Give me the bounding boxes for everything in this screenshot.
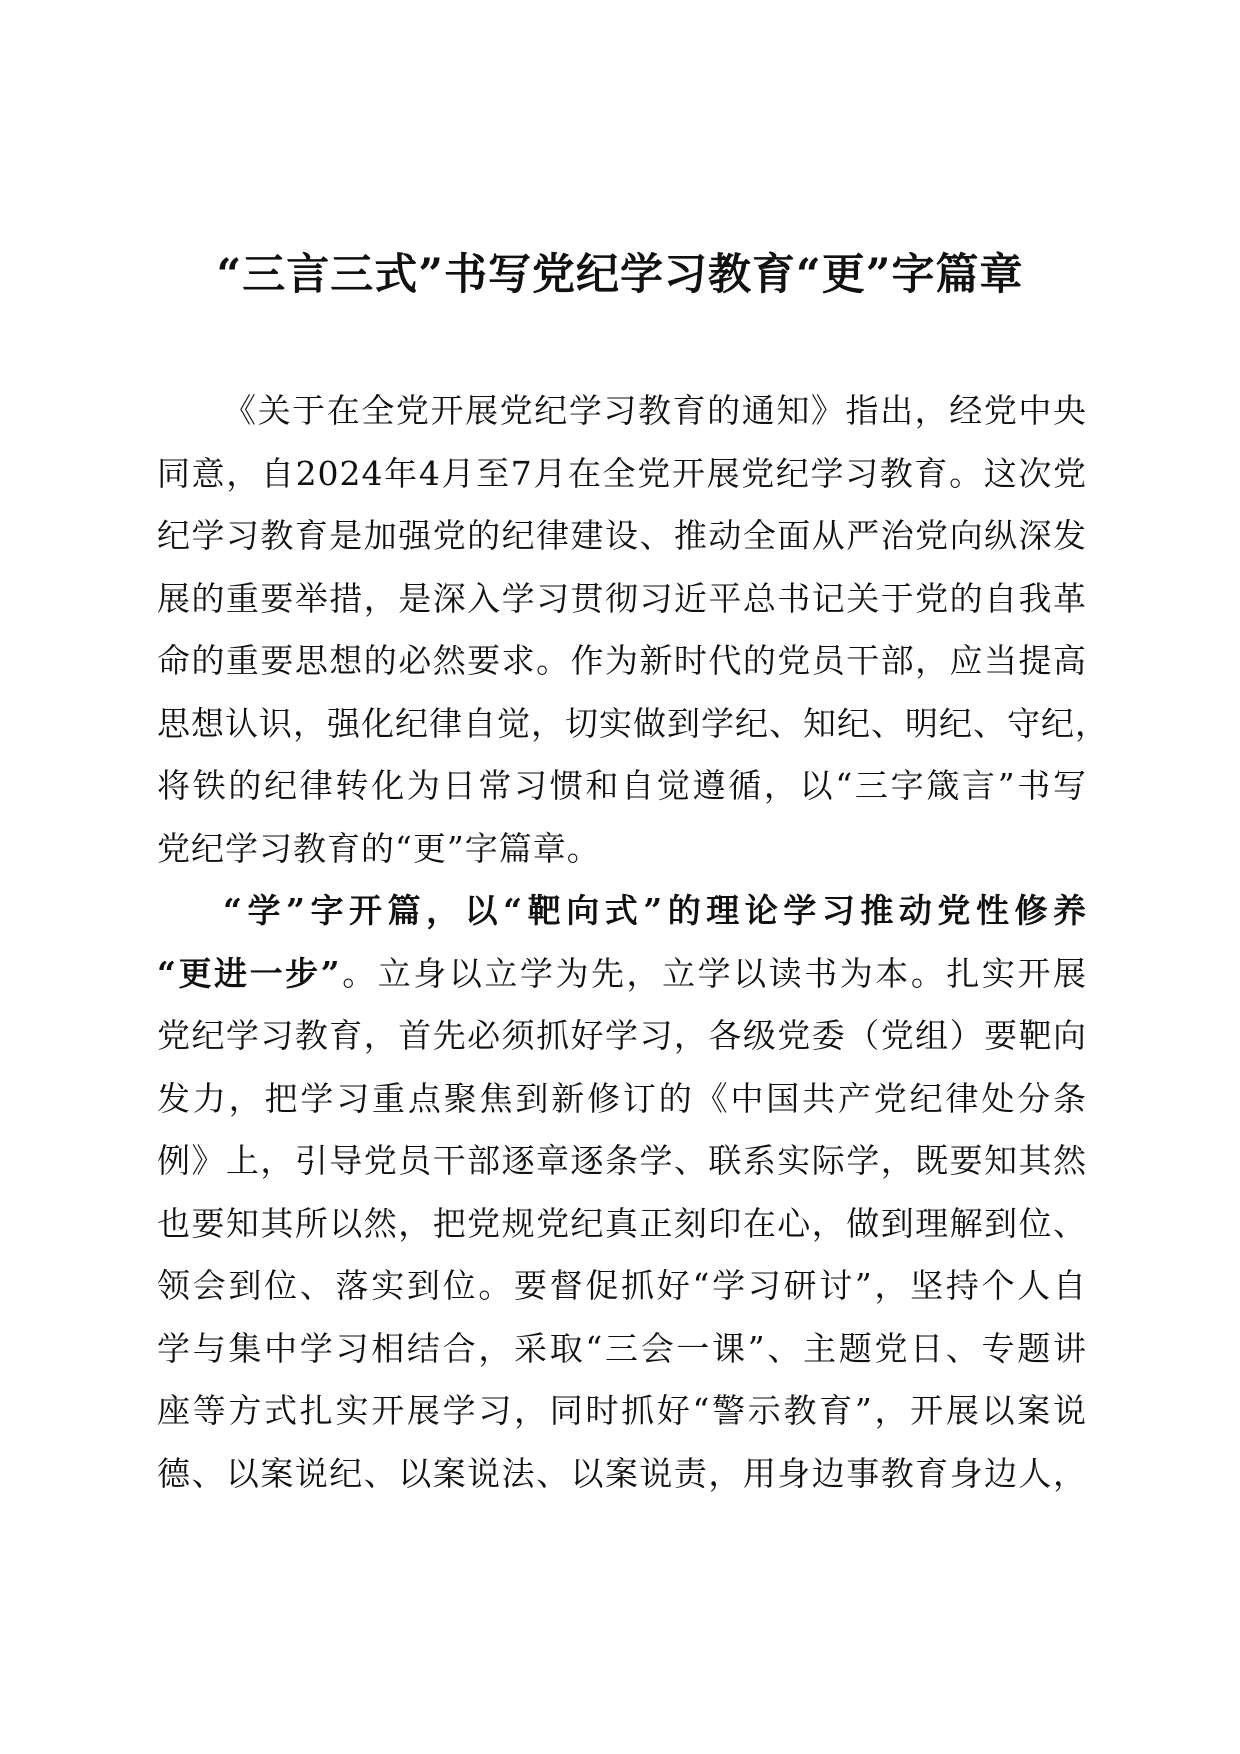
paragraph-line: 思想认识，强化纪律自觉，切实做到学纪、知纪、明纪、守纪， xyxy=(157,703,1109,743)
document-title: “三言三式”书写党纪学习教育“更”字篇章 xyxy=(216,250,1024,300)
paragraph-line: 展的重要举措，是深入学习贯彻习近平总书记关于党的自我革 xyxy=(157,578,1087,618)
paragraph-line: 也要知其所以然，把党规党纪真正刻印在心，做到理解到位、 xyxy=(157,1203,1087,1243)
paragraph-line: 座等方式扎实开展学习，同时抓好“警示教育”，开展以案说 xyxy=(157,1391,1087,1430)
section-heading-line: “学”字开篇，以“靶向式”的理论学习推动党性修养 xyxy=(223,891,1087,930)
paragraph-line: 党纪学习教育的“更”字篇章。 xyxy=(157,828,601,868)
paragraph-line: 德、以案说纪、以案说法、以案说责，用身边事教育身边人， xyxy=(157,1453,1087,1493)
paragraph-line: 将铁的纪律转化为日常习惯和自觉遵循，以“三字箴言”书写 xyxy=(157,766,1087,805)
paragraph-line: 学与集中学习相结合，采取“三会一课”、主题党日、专题讲 xyxy=(157,1328,1087,1368)
paragraph-line: 命的重要思想的必然要求。作为新时代的党员干部，应当提高 xyxy=(157,641,1087,680)
paragraph-line: 发力，把学习重点聚焦到新修订的《中国共产党纪律处分条 xyxy=(157,1078,1087,1118)
paragraph-line: 例》上，引导党员干部逐章逐条学、联系实际学，既要知其然 xyxy=(157,1141,1087,1180)
paragraph-line: 党纪学习教育，首先必须抓好学习，各级党委（党组）要靶向 xyxy=(157,1016,1087,1055)
paragraph-line: 领会到位、落实到位。要督促抓好“学习研讨”，坚持个人自 xyxy=(157,1266,1087,1305)
paragraph-line: 纪学习教育是加强党的纪律建设、推动全面从严治党向纵深发 xyxy=(157,516,1087,555)
paragraph-line: 同意，自2024年4月至7月在全党开展党纪学习教育。这次党 xyxy=(157,453,1087,493)
document-body xyxy=(157,380,1109,1505)
section-heading-end: “更进一步” xyxy=(157,953,341,993)
section-heading-continuation xyxy=(157,943,1087,1006)
paragraph-line-fragment: 。立身以立学为先，立学以读书为本。扎实开展 xyxy=(340,953,1088,993)
paragraph-line: 《关于在全党开展党纪学习教育的通知》指出，经党中央 xyxy=(223,391,1087,430)
